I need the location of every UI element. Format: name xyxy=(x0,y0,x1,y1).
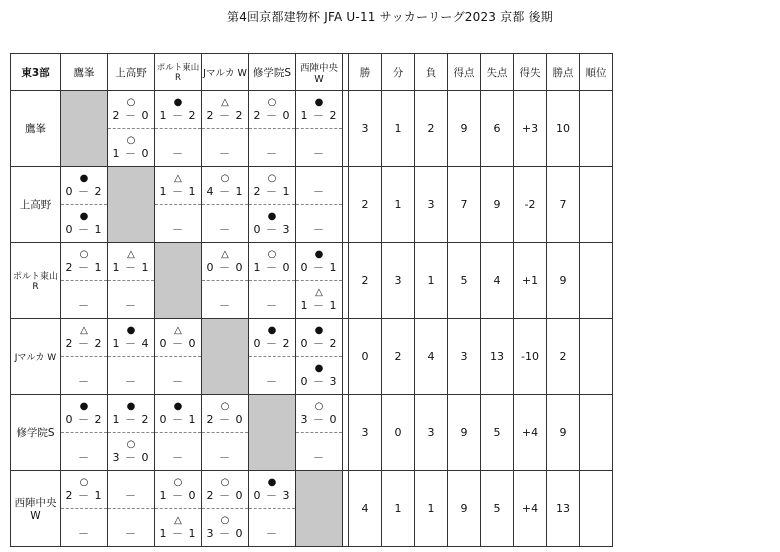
match-score: － xyxy=(266,147,278,160)
team-row xyxy=(11,319,613,395)
self-match-cell xyxy=(296,471,343,547)
second-leg-result xyxy=(296,357,342,394)
first-leg-result xyxy=(155,319,201,357)
row-team-name: Jマルカ W xyxy=(11,319,61,395)
match-cell xyxy=(202,471,249,547)
match-score: 1 － 2 xyxy=(300,109,338,122)
stat-wins: 3 xyxy=(349,395,382,471)
second-leg-result xyxy=(61,357,107,394)
stat-rank xyxy=(580,395,613,471)
result-mark-icon: ● xyxy=(126,325,136,336)
match-score: 1 － 4 xyxy=(112,337,150,350)
team-col-header: 西陣中央W xyxy=(296,54,343,91)
match-score: 1 － 0 xyxy=(112,147,150,160)
stat-points: 2 xyxy=(547,319,580,395)
second-leg-result xyxy=(155,205,201,242)
team-col-header: 鷹峯 xyxy=(61,54,108,91)
row-team-name: 西陣中央W xyxy=(11,471,61,547)
result-mark-icon: ○ xyxy=(267,249,277,260)
match-score: － xyxy=(266,375,278,388)
match-cell xyxy=(249,319,296,395)
second-leg-result xyxy=(108,433,154,470)
stat-goals-against: 4 xyxy=(481,243,514,319)
match-score: － xyxy=(172,451,184,464)
stat-goals-for: 9 xyxy=(448,471,481,547)
team-col-header: Jマルカ W xyxy=(202,54,249,91)
match-score: 2 － 1 xyxy=(65,489,103,502)
match-cell xyxy=(296,167,343,243)
match-score: 0 － 2 xyxy=(65,185,103,198)
result-mark-icon: ● xyxy=(126,401,136,412)
result-mark-icon: ○ xyxy=(220,173,230,184)
result-mark-icon: ○ xyxy=(220,477,230,488)
result-mark-icon: ● xyxy=(173,401,183,412)
first-leg-result xyxy=(249,91,295,129)
match-cell xyxy=(61,471,108,547)
first-leg-result xyxy=(249,243,295,281)
result-mark-icon: ● xyxy=(173,97,183,108)
stat-wins: 0 xyxy=(349,319,382,395)
stat-draws: 3 xyxy=(382,243,415,319)
stat-goals-against: 5 xyxy=(481,471,514,547)
match-cell xyxy=(155,167,202,243)
first-leg-result xyxy=(108,91,154,129)
result-mark-icon: ○ xyxy=(220,515,230,526)
match-cell xyxy=(202,167,249,243)
match-score: 1 － 1 xyxy=(159,185,197,198)
stat-points: 9 xyxy=(547,243,580,319)
team-col-header: 修学院S xyxy=(249,54,296,91)
result-mark-icon: ○ xyxy=(79,249,89,260)
match-score: － xyxy=(219,299,231,312)
stat-wins: 4 xyxy=(349,471,382,547)
stat-draws: 2 xyxy=(382,319,415,395)
match-score: － xyxy=(78,527,90,540)
second-leg-result xyxy=(202,129,248,166)
team-col-header: ポルト東山R xyxy=(155,54,202,91)
match-score: － xyxy=(313,147,325,160)
match-score: 3 － 0 xyxy=(112,451,150,464)
header-row xyxy=(11,54,613,91)
match-cell xyxy=(296,243,343,319)
stat-draws: 1 xyxy=(382,91,415,167)
match-score: － xyxy=(172,223,184,236)
row-team-name: 鷹峯 xyxy=(11,91,61,167)
match-score: 1 － 1 xyxy=(159,527,197,540)
result-mark-icon: ○ xyxy=(314,401,324,412)
result-mark-icon: ○ xyxy=(220,401,230,412)
match-score: 1 － 1 xyxy=(300,299,338,312)
stat-goal-diff: -10 xyxy=(514,319,547,395)
first-leg-result xyxy=(108,471,154,509)
stat-losses: 2 xyxy=(415,91,448,167)
match-score: － xyxy=(219,147,231,160)
match-cell xyxy=(249,243,296,319)
second-leg-result xyxy=(202,205,248,242)
match-score: 0 － 3 xyxy=(300,375,338,388)
stat-goals-for: 3 xyxy=(448,319,481,395)
match-score: － xyxy=(125,527,137,540)
stat-goals-against: 5 xyxy=(481,395,514,471)
stat-goal-diff: +1 xyxy=(514,243,547,319)
stat-header-wins: 勝 xyxy=(349,54,382,91)
result-mark-icon: △ xyxy=(127,249,135,260)
result-mark-icon: ● xyxy=(267,325,277,336)
match-score: 2 － 2 xyxy=(65,337,103,350)
result-mark-icon: △ xyxy=(80,325,88,336)
first-leg-result xyxy=(155,395,201,433)
stat-goals-for: 9 xyxy=(448,395,481,471)
page-title: 第4回京都建物杯 JFA U-11 サッカーリーグ2023 京都 後期 xyxy=(227,10,553,24)
second-leg-result xyxy=(61,509,107,546)
match-score: 1 － 1 xyxy=(112,261,150,274)
stat-rank xyxy=(580,319,613,395)
match-score: 0 － 2 xyxy=(65,413,103,426)
match-score: － xyxy=(266,299,278,312)
stat-draws: 1 xyxy=(382,167,415,243)
second-leg-result xyxy=(249,129,295,166)
stat-header-goals-against: 失点 xyxy=(481,54,514,91)
match-score: － xyxy=(172,375,184,388)
first-leg-result xyxy=(202,395,248,433)
match-cell xyxy=(61,319,108,395)
second-leg-result xyxy=(108,357,154,394)
stat-draws: 0 xyxy=(382,395,415,471)
stat-header-goal-diff: 得失 xyxy=(514,54,547,91)
stat-goal-diff: +4 xyxy=(514,471,547,547)
second-leg-result xyxy=(202,281,248,318)
second-leg-result xyxy=(61,281,107,318)
result-mark-icon: ● xyxy=(79,173,89,184)
match-score: 0 － 1 xyxy=(65,223,103,236)
stat-goal-diff: -2 xyxy=(514,167,547,243)
result-mark-icon: ● xyxy=(314,325,324,336)
stat-rank xyxy=(580,243,613,319)
result-mark-icon: ● xyxy=(314,249,324,260)
stat-points: 10 xyxy=(547,91,580,167)
match-score: － xyxy=(78,299,90,312)
match-score: － xyxy=(266,527,278,540)
result-mark-icon: ○ xyxy=(267,97,277,108)
first-leg-result xyxy=(202,167,248,205)
stat-header-losses: 負 xyxy=(415,54,448,91)
match-cell xyxy=(108,395,155,471)
second-leg-result xyxy=(202,509,248,546)
result-mark-icon: ○ xyxy=(79,477,89,488)
result-mark-icon: △ xyxy=(174,515,182,526)
first-leg-result xyxy=(108,319,154,357)
match-score: － xyxy=(78,375,90,388)
team-row xyxy=(11,243,613,319)
first-leg-result xyxy=(296,167,342,205)
match-cell xyxy=(108,471,155,547)
second-leg-result xyxy=(61,433,107,470)
stat-goal-diff: +3 xyxy=(514,91,547,167)
match-cell xyxy=(249,471,296,547)
match-cell xyxy=(155,471,202,547)
team-row xyxy=(11,395,613,471)
stat-draws: 1 xyxy=(382,471,415,547)
standings-table xyxy=(10,53,613,547)
match-score: － xyxy=(172,147,184,160)
stat-losses: 1 xyxy=(415,471,448,547)
match-score: 2 － 0 xyxy=(206,413,244,426)
second-leg-result xyxy=(296,281,342,318)
stat-goals-for: 7 xyxy=(448,167,481,243)
match-score: 2 － 1 xyxy=(253,185,291,198)
match-cell xyxy=(296,319,343,395)
match-cell xyxy=(108,91,155,167)
result-mark-icon: ○ xyxy=(267,173,277,184)
stat-header-goals-for: 得点 xyxy=(448,54,481,91)
first-leg-result xyxy=(155,167,201,205)
division-label: 東3部 xyxy=(11,54,61,91)
result-mark-icon: ● xyxy=(79,211,89,222)
match-cell xyxy=(296,91,343,167)
first-leg-result xyxy=(108,243,154,281)
self-match-cell xyxy=(202,319,249,395)
match-score: － xyxy=(125,299,137,312)
stat-rank xyxy=(580,167,613,243)
first-leg-result xyxy=(61,243,107,281)
first-leg-result xyxy=(202,243,248,281)
match-score: 2 － 2 xyxy=(206,109,244,122)
stat-header-draws: 分 xyxy=(382,54,415,91)
match-score: 0 － 0 xyxy=(206,261,244,274)
match-score: 3 － 0 xyxy=(206,527,244,540)
team-row xyxy=(11,91,613,167)
stat-goals-against: 6 xyxy=(481,91,514,167)
second-leg-result xyxy=(155,509,201,546)
first-leg-result xyxy=(249,319,295,357)
second-leg-result xyxy=(202,433,248,470)
team-col-header: 上高野 xyxy=(108,54,155,91)
match-cell xyxy=(61,243,108,319)
row-team-name: 修学院S xyxy=(11,395,61,471)
second-leg-result xyxy=(249,205,295,242)
second-leg-result xyxy=(155,357,201,394)
match-score: 1 － 0 xyxy=(159,489,197,502)
first-leg-result xyxy=(61,395,107,433)
second-leg-result xyxy=(108,281,154,318)
first-leg-result xyxy=(202,91,248,129)
match-score: － xyxy=(313,451,325,464)
match-score: 0 － 2 xyxy=(253,337,291,350)
first-leg-result xyxy=(296,243,342,281)
result-mark-icon: △ xyxy=(221,249,229,260)
stat-points: 13 xyxy=(547,471,580,547)
first-leg-result xyxy=(61,167,107,205)
first-leg-result xyxy=(202,471,248,509)
self-match-cell xyxy=(249,395,296,471)
first-leg-result xyxy=(61,471,107,509)
match-score: － xyxy=(125,375,137,388)
row-team-name: 上高野 xyxy=(11,167,61,243)
stat-losses: 3 xyxy=(415,395,448,471)
second-leg-result xyxy=(108,509,154,546)
stat-losses: 4 xyxy=(415,319,448,395)
match-score: 3 － 0 xyxy=(300,413,338,426)
stat-goals-for: 9 xyxy=(448,91,481,167)
stat-points: 9 xyxy=(547,395,580,471)
second-leg-result xyxy=(296,433,342,470)
second-leg-result xyxy=(108,129,154,166)
first-leg-result xyxy=(155,91,201,129)
match-score: 0 － 3 xyxy=(253,489,291,502)
match-cell xyxy=(108,243,155,319)
match-cell xyxy=(249,91,296,167)
match-cell xyxy=(202,395,249,471)
stat-rank xyxy=(580,91,613,167)
first-leg-result xyxy=(249,167,295,205)
match-cell xyxy=(108,319,155,395)
second-leg-result xyxy=(296,205,342,242)
first-leg-result xyxy=(296,319,342,357)
match-score: 0 － 3 xyxy=(253,223,291,236)
team-row xyxy=(11,471,613,547)
match-score: － xyxy=(313,185,325,198)
first-leg-result xyxy=(61,319,107,357)
result-mark-icon: ○ xyxy=(126,439,136,450)
stat-points: 7 xyxy=(547,167,580,243)
second-leg-result xyxy=(155,129,201,166)
match-score: 4 － 1 xyxy=(206,185,244,198)
first-leg-result xyxy=(155,471,201,509)
second-leg-result xyxy=(249,357,295,394)
match-score: 0 － 0 xyxy=(159,337,197,350)
match-score: 0 － 1 xyxy=(159,413,197,426)
match-score: 2 － 0 xyxy=(112,109,150,122)
first-leg-result xyxy=(108,395,154,433)
match-score: 2 － 1 xyxy=(65,261,103,274)
stat-header-rank: 順位 xyxy=(580,54,613,91)
self-match-cell xyxy=(61,91,108,167)
self-match-cell xyxy=(108,167,155,243)
stat-losses: 1 xyxy=(415,243,448,319)
stat-wins: 2 xyxy=(349,243,382,319)
result-mark-icon: ● xyxy=(314,363,324,374)
match-score: 1 － 0 xyxy=(253,261,291,274)
stat-rank xyxy=(580,471,613,547)
match-cell xyxy=(155,395,202,471)
match-score: － xyxy=(125,489,137,502)
match-score: － xyxy=(313,223,325,236)
stat-goals-against: 13 xyxy=(481,319,514,395)
second-leg-result xyxy=(249,509,295,546)
result-mark-icon: △ xyxy=(174,173,182,184)
match-cell xyxy=(249,167,296,243)
result-mark-icon: ● xyxy=(267,477,277,488)
second-leg-result xyxy=(249,281,295,318)
stat-wins: 3 xyxy=(349,91,382,167)
result-mark-icon: ● xyxy=(267,211,277,222)
result-mark-icon: △ xyxy=(315,287,323,298)
stat-goal-diff: +4 xyxy=(514,395,547,471)
match-score: 2 － 0 xyxy=(253,109,291,122)
match-cell xyxy=(296,395,343,471)
second-leg-result xyxy=(296,129,342,166)
match-score: 1 － 2 xyxy=(112,413,150,426)
match-score: 2 － 0 xyxy=(206,489,244,502)
stat-losses: 3 xyxy=(415,167,448,243)
row-team-name: ポルト東山R xyxy=(11,243,61,319)
match-cell xyxy=(155,319,202,395)
result-mark-icon: ● xyxy=(314,97,324,108)
stat-wins: 2 xyxy=(349,167,382,243)
match-cell xyxy=(61,167,108,243)
match-score: 0 － 1 xyxy=(300,261,338,274)
match-score: 0 － 2 xyxy=(300,337,338,350)
stat-goals-against: 9 xyxy=(481,167,514,243)
self-match-cell xyxy=(155,243,202,319)
match-cell xyxy=(202,91,249,167)
result-mark-icon: △ xyxy=(174,325,182,336)
result-mark-icon: △ xyxy=(221,97,229,108)
stat-goals-for: 5 xyxy=(448,243,481,319)
match-score: － xyxy=(219,223,231,236)
team-row xyxy=(11,167,613,243)
stat-header-points: 勝点 xyxy=(547,54,580,91)
match-score: 1 － 2 xyxy=(159,109,197,122)
match-score: － xyxy=(78,451,90,464)
match-score: － xyxy=(219,451,231,464)
match-cell xyxy=(155,91,202,167)
match-cell xyxy=(202,243,249,319)
result-mark-icon: ○ xyxy=(126,97,136,108)
result-mark-icon: ○ xyxy=(173,477,183,488)
match-cell xyxy=(61,395,108,471)
first-leg-result xyxy=(249,471,295,509)
result-mark-icon: ○ xyxy=(126,135,136,146)
first-leg-result xyxy=(296,91,342,129)
second-leg-result xyxy=(61,205,107,242)
result-mark-icon: ● xyxy=(79,401,89,412)
second-leg-result xyxy=(155,433,201,470)
first-leg-result xyxy=(296,395,342,433)
